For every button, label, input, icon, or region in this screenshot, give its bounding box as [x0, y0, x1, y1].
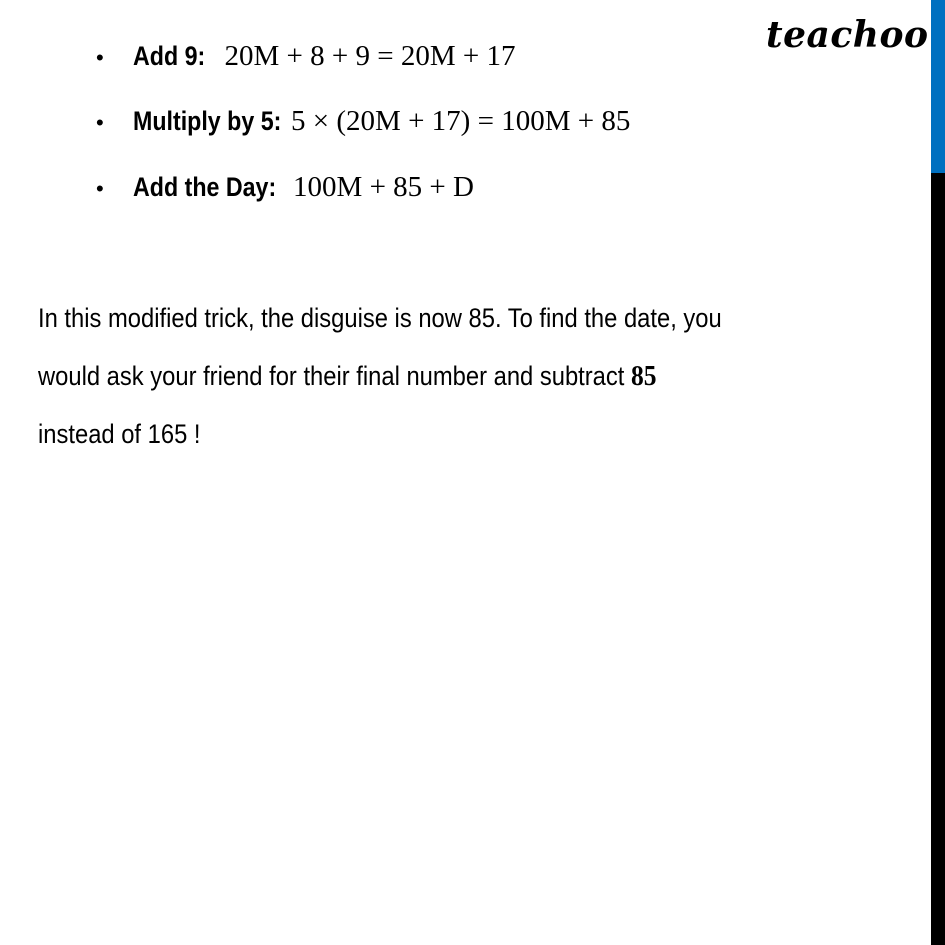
bullet-label: Multiply by 5:	[133, 106, 282, 136]
paragraph-text: instead of 165 !	[38, 419, 201, 449]
bullet-dot-icon: •	[96, 110, 104, 135]
bullet-dot-icon: •	[96, 176, 104, 201]
bullet-math: 20M + 8 + 9 = 20M + 17	[224, 40, 516, 72]
bullet-item-multiply-by-5	[96, 104, 630, 140]
bullet-math: 5 × (20M + 17) = 100M + 85	[291, 105, 631, 137]
bullet-label: Add the Day:	[133, 172, 277, 202]
bullet-item-add-the-day	[96, 170, 474, 206]
paragraph-text: In this modified trick, the disguise is now 85. To find the date, you	[38, 303, 722, 333]
paragraph-text-part: would ask your friend for their final number and subtract	[38, 361, 625, 391]
paragraph-text	[38, 359, 657, 393]
teachoo-logo: teachoo	[766, 14, 929, 56]
paragraph-line-3	[38, 417, 223, 451]
paragraph-line-2	[38, 359, 741, 393]
bullet-dot-icon: •	[96, 45, 104, 70]
sidebar-accent-bar	[931, 0, 945, 173]
paragraph-line-1	[38, 301, 815, 335]
highlighted-number: 85	[630, 360, 657, 392]
bullet-label: Add 9:	[133, 41, 206, 71]
sidebar-dark-bar	[931, 173, 945, 945]
bullet-math: 100M + 85 + D	[293, 171, 474, 203]
bullet-item-add-9	[96, 39, 516, 75]
